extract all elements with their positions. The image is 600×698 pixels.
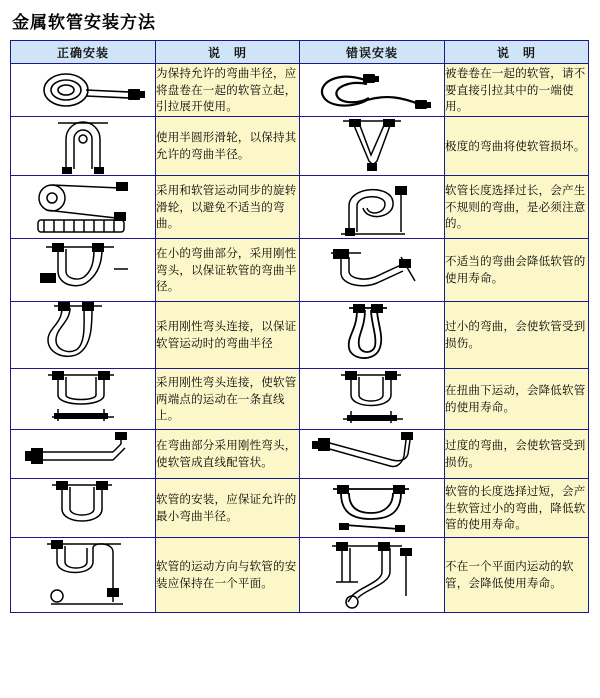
table-row [11, 538, 589, 613]
hose-over-semicircular-sheave-icon [11, 117, 156, 176]
table-row [11, 302, 589, 369]
hose-twisting-motion-icon [300, 369, 445, 430]
desc-wrong: 不适当的弯曲会降低软管的使用寿命。 [445, 239, 589, 302]
desc-wrong: 过度的弯曲，会使软管受到损伤。 [445, 430, 589, 479]
desc-wrong: 极度的弯曲将使软管损坏。 [445, 117, 589, 176]
hose-sharp-v-bend-icon [300, 117, 445, 176]
hose-motion-same-plane-icon [11, 538, 156, 613]
excessive-bend-at-fitting-icon [300, 430, 445, 479]
header-wrong-desc: 说 明 [445, 41, 589, 64]
desc-correct: 采用刚性弯头连接，使软管两端点的运动在一条直线上。 [156, 369, 300, 430]
table-row [11, 239, 589, 302]
desc-correct: 使用半圆形滑轮，以保持其允许的弯曲半径。 [156, 117, 300, 176]
header-correct-install: 正确安装 [11, 41, 156, 64]
desc-correct: 软管的安装，应保证允许的最小弯曲半径。 [156, 479, 300, 538]
desc-wrong: 软管的长度选择过短，会产生软管过小的弯曲，降低软管的使用寿命。 [445, 479, 589, 538]
desc-correct: 采用刚性弯头连接，以保证软管运动时的弯曲半径 [156, 302, 300, 369]
desc-correct: 在弯曲部分采用刚性弯头，使软管成直线配管状。 [156, 430, 300, 479]
header-correct-desc: 说 明 [156, 41, 300, 64]
coiled-hose-pulled-end-icon [300, 64, 445, 117]
hose-with-synchronized-rotating-pulley-icon [11, 176, 156, 239]
rigid-elbow-straight-piping-icon [11, 430, 156, 479]
desc-correct: 在小的弯曲部分，采用刚性弯头，以保证软管的弯曲半径。 [156, 239, 300, 302]
desc-correct: 为保持允许的弯曲半径，应将盘卷在一起的软管立起，引拉展开使用。 [156, 64, 300, 117]
hose-too-long-flat-loop-icon [300, 479, 445, 538]
desc-wrong: 被卷卷在一起的软管，请不要直接引拉其中的一端使用。 [445, 64, 589, 117]
table-row [11, 479, 589, 538]
rigid-elbow-small-bend-icon [11, 239, 156, 302]
hose-motion-out-of-plane-icon [300, 538, 445, 613]
desc-correct: 采用和软管运动同步的旋转滑轮，以避免不适当的弯曲。 [156, 176, 300, 239]
coiled-hose-flat-spiral-icon [11, 64, 156, 117]
table-row [11, 369, 589, 430]
desc-wrong: 过小的弯曲，会使软管受到损伤。 [445, 302, 589, 369]
desc-correct: 软管的运动方向与软管的安装应保持在一个平面。 [156, 538, 300, 613]
table-row [11, 176, 589, 239]
desc-wrong: 不在一个平面内运动的软管，会降低使用寿命。 [445, 538, 589, 613]
hose-minimum-bend-radius-u-icon [11, 479, 156, 538]
table-header-row [11, 41, 589, 64]
desc-wrong: 软管长度选择过长，会产生不规则的弯曲，是必须注意的。 [445, 176, 589, 239]
desc-wrong: 在扭曲下运动，会降低软管的使用寿命。 [445, 369, 589, 430]
installation-methods-table [10, 40, 589, 613]
improper-bend-short-radius-icon [300, 239, 445, 302]
table-row [11, 117, 589, 176]
page-title: 金属软管安装方法 [12, 13, 156, 33]
rigid-elbow-u-loop-icon [11, 302, 156, 369]
over-tight-u-bend-icon [300, 302, 445, 369]
header-wrong-install: 错误安装 [300, 41, 445, 64]
hose-too-long-irregular-bend-icon [300, 176, 445, 239]
rigid-elbow-straight-line-motion-icon [11, 369, 156, 430]
table-row [11, 430, 589, 479]
table-row [11, 64, 589, 117]
